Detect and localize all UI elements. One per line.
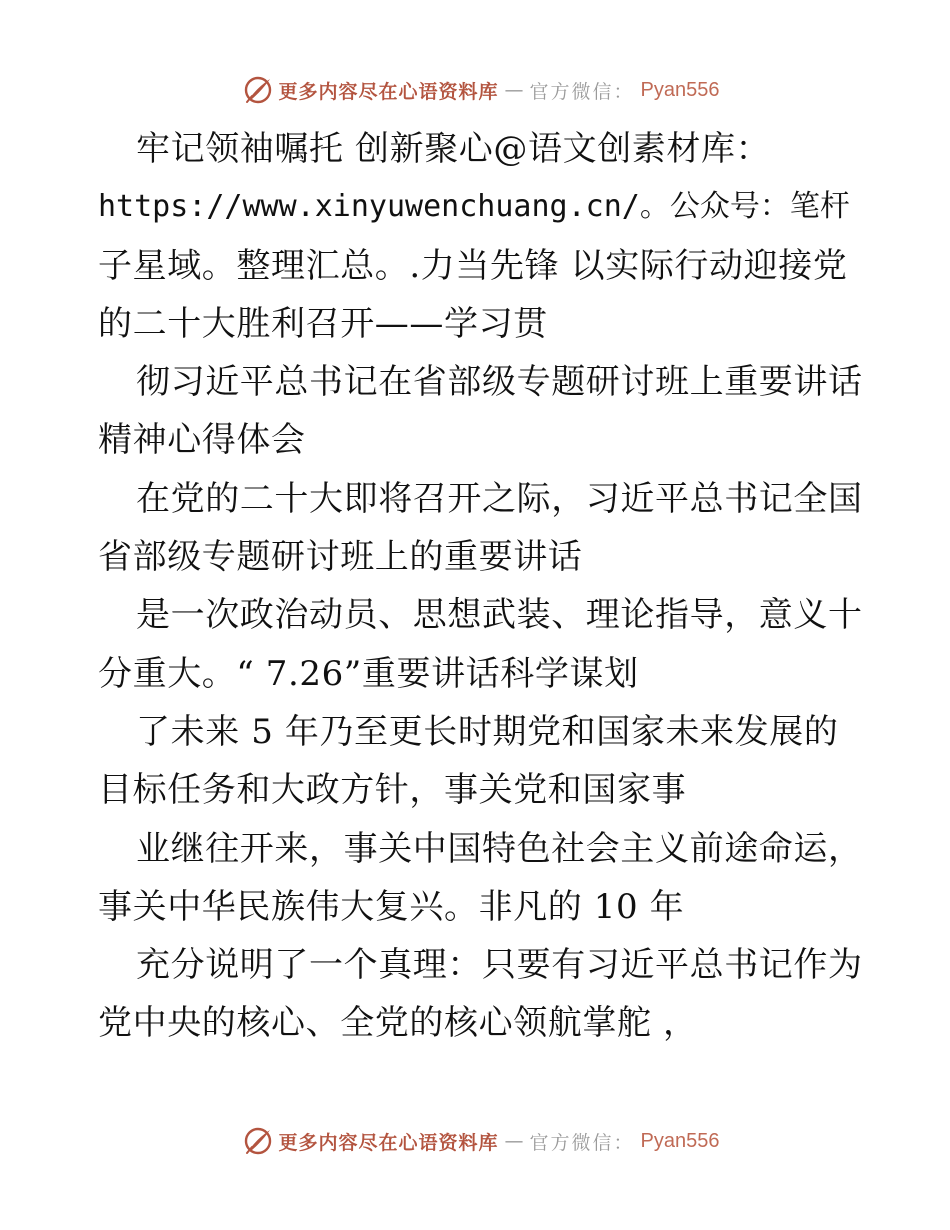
watermark-wechat-label: 官方微信： bbox=[529, 1131, 635, 1154]
body-line: 充分说明了一个真理：只要有习近平总书记作为 bbox=[136, 945, 863, 986]
quill-pen-logo-icon bbox=[243, 1126, 273, 1156]
document-body bbox=[98, 120, 863, 1053]
watermark-title: 更多内容尽在心语资料库 bbox=[278, 1131, 499, 1154]
body-line: 了未来 5 年乃至更长时期党和国家未来发展的 bbox=[136, 711, 839, 752]
body-line-text: https://www.xinyuwenchuang.cn/。公众号：笔杆 bbox=[98, 189, 850, 225]
body-line: 子星域。整理汇总。.力当先锋 以实际行动迎接党 bbox=[98, 245, 848, 286]
watermark-dash: — bbox=[504, 1130, 524, 1152]
body-line: 事关中华民族伟大复兴。非凡的 10 年 bbox=[98, 886, 685, 927]
watermark-dash: — bbox=[504, 79, 524, 101]
watermark-title: 更多内容尽在心语资料库 bbox=[278, 80, 499, 103]
body-line: 分重大。“ 7.26”重要讲话科学谋划 bbox=[98, 653, 639, 694]
watermark-wechat-id: Pyan556 bbox=[640, 78, 720, 101]
header-watermark bbox=[0, 73, 950, 107]
body-line: 的二十大胜利召开——学习贯 bbox=[98, 303, 548, 344]
body-line: 业继往开来，事关中国特色社会主义前途命运， bbox=[136, 828, 863, 869]
body-line: 目标任务和大政方针，事关党和国家事 bbox=[98, 770, 687, 811]
watermark-wechat-label: 官方微信： bbox=[529, 80, 635, 103]
body-line: 牢记领袖嘱托 创新聚心@语文创素材库： bbox=[136, 129, 771, 169]
watermark-group bbox=[243, 75, 720, 105]
body-line: 党中央的核心、全党的核心领航掌舵 ， bbox=[98, 1003, 698, 1044]
footer-watermark bbox=[0, 1124, 950, 1158]
watermark-wechat-id: Pyan556 bbox=[640, 1129, 720, 1152]
body-line: 在党的二十大即将召开之际，习近平总书记全国 bbox=[136, 478, 863, 519]
body-line-url bbox=[98, 178, 858, 236]
body-line: 省部级专题研讨班上的重要讲话 bbox=[98, 537, 583, 578]
watermark-group bbox=[243, 1126, 720, 1156]
body-line: 精神心得体会 bbox=[98, 420, 306, 461]
quill-pen-logo-icon bbox=[243, 75, 273, 105]
body-line: 彻习近平总书记在省部级专题研讨班上重要讲话 bbox=[136, 362, 863, 403]
body-line: 是一次政治动员、思想武装、理论指导，意义十 bbox=[136, 595, 863, 636]
